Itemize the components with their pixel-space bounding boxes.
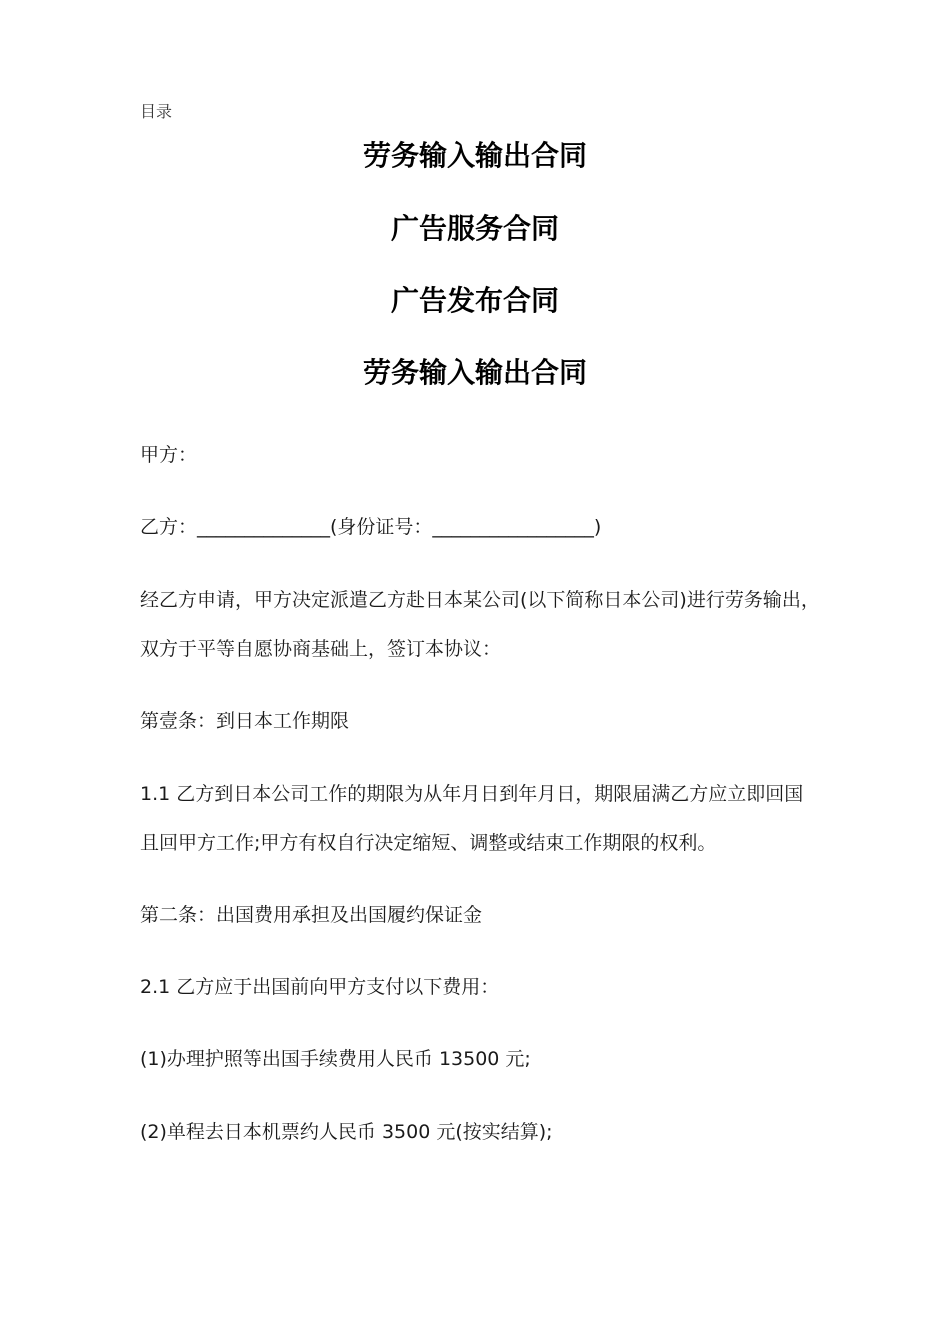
toc-item-ad-publish-contract[interactable]: 广告发布合同 (390, 284, 559, 317)
fee-item-2: (2)单程去日本机票约人民币 3500 元(按实结算); (140, 1121, 553, 1143)
party-a-line: 甲方： (140, 444, 198, 466)
party-b-line: 乙方：______________(身份证号：_________________) (140, 516, 602, 538)
article-1-1-line-2: 且回甲方工作;甲方有权自行决定缩短、调整或结束工作期限的权利。 (140, 832, 717, 854)
intro-line-1: 经乙方申请，甲方决定派遣乙方赴日本某公司(以下简称日本公司)进行劳务输出， (140, 589, 820, 611)
toc-item-ad-service-contract[interactable]: 广告服务合同 (390, 212, 559, 245)
contract-title: 劳务输入输出合同 (362, 356, 587, 389)
toc-label: 目录 (140, 102, 173, 121)
intro-line-2: 双方于平等自愿协商基础上，签订本协议： (140, 638, 502, 660)
article-1-heading: 第壹条：到日本工作期限 (140, 710, 350, 732)
article-2-heading: 第二条：出国费用承担及出国履约保证金 (140, 904, 483, 926)
fee-item-1: (1)办理护照等出国手续费用人民币 13500 元; (140, 1048, 531, 1070)
article-2-1: 2.1 乙方应于出国前向甲方支付以下费用： (140, 976, 500, 998)
article-1-1-line-1: 1.1 乙方到日本公司工作的期限为从年月日到年月日，期限届满乙方应立即回国 (140, 783, 804, 805)
toc-item-labor-contract[interactable]: 劳务输入输出合同 (362, 139, 587, 172)
